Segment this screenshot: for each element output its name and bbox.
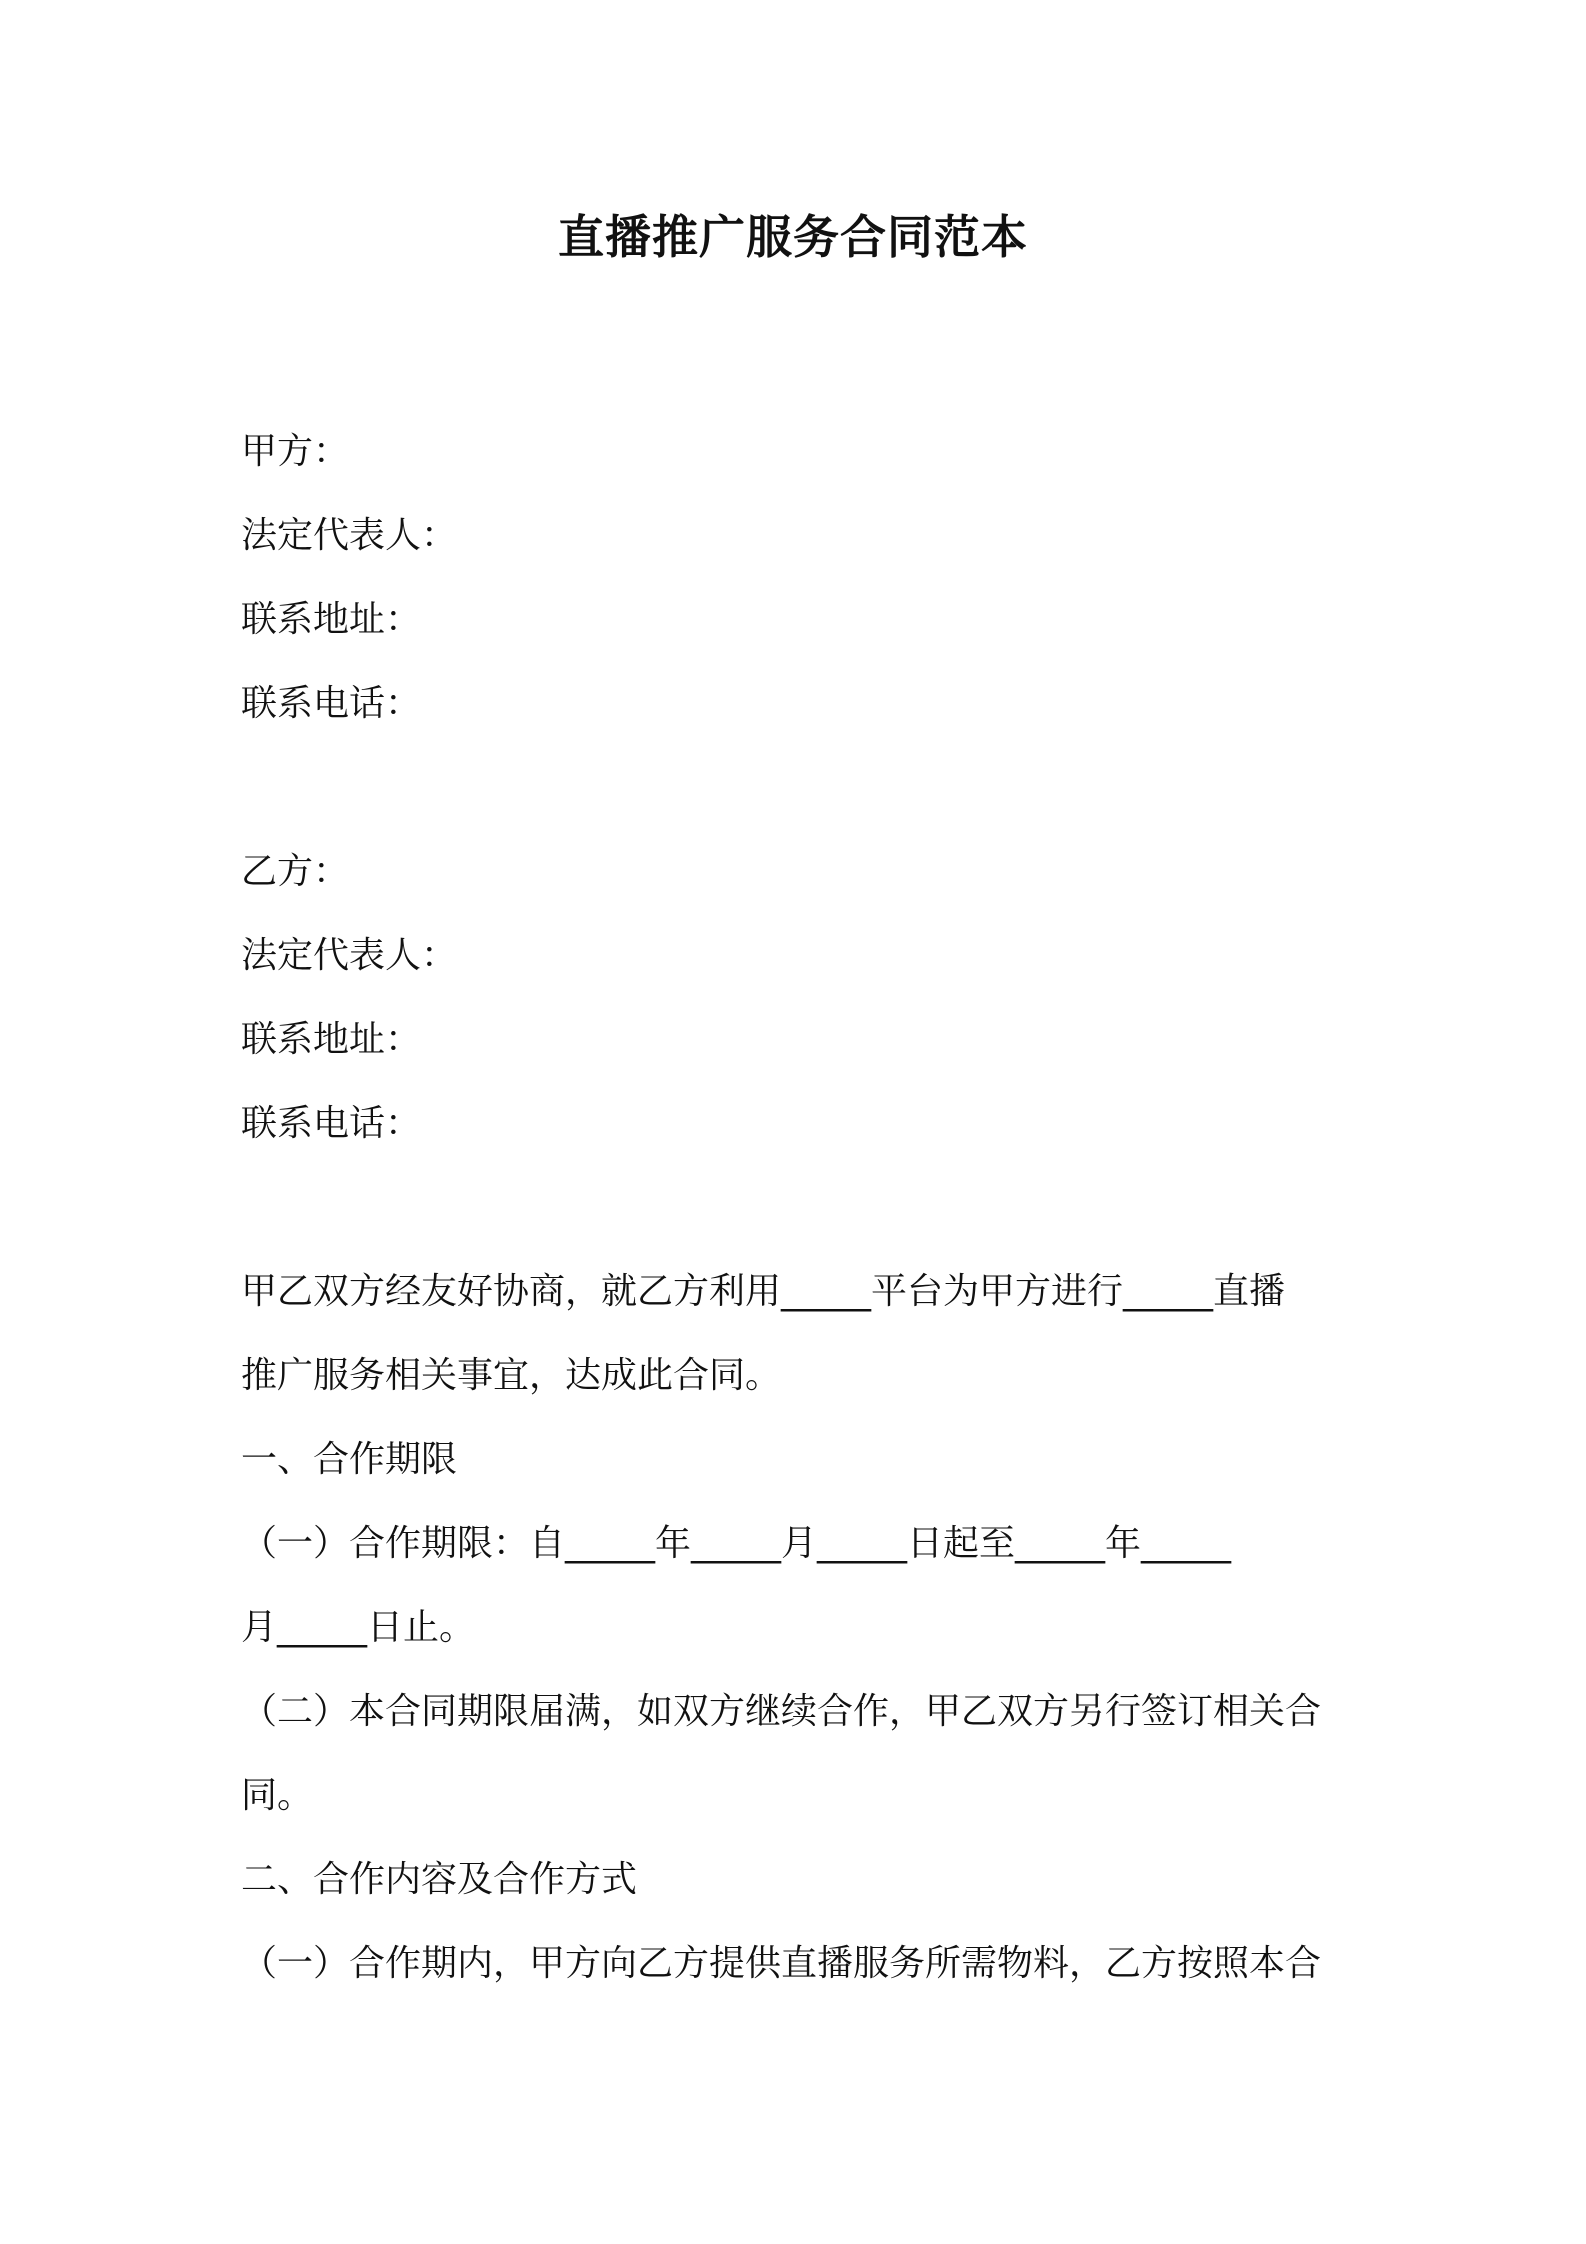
clause-line: （一）合作期内，甲方向乙方提供直播服务所需物料，乙方按照本合: [241, 1943, 1322, 1984]
party-a-address-label: 联系地址：: [241, 599, 422, 640]
preamble-line: 甲乙双方经友好协商，就乙方利用_____平台为甲方进行_____直播: [241, 1271, 1286, 1312]
section-heading: 二、合作内容及合作方式: [241, 1859, 638, 1900]
spacer: [241, 746, 1351, 830]
document-body: [241, 410, 1351, 2006]
preamble-line: 推广服务相关事宜，达成此合同。: [241, 1355, 782, 1396]
clause-line: 月_____日止。: [241, 1607, 476, 1648]
party-a-label: 甲方：: [241, 431, 350, 472]
party-a-rep-label: 法定代表人：: [241, 515, 458, 556]
clause-line: （二）本合同期限届满，如双方继续合作，甲乙双方另行签订相关合: [241, 1691, 1322, 1732]
party-a-phone-label: 联系电话：: [241, 683, 422, 724]
clause-line: （一）合作期限：自_____年_____月_____日起至_____年_____: [241, 1523, 1232, 1564]
party-b-address-label: 联系地址：: [241, 1019, 422, 1060]
party-b-phone-label: 联系电话：: [241, 1103, 422, 1144]
party-b-rep-label: 法定代表人：: [241, 935, 458, 976]
clause-line: 同。: [241, 1775, 314, 1816]
section-heading: 一、合作期限: [241, 1439, 458, 1480]
spacer: [241, 1166, 1351, 1250]
party-b-label: 乙方：: [241, 851, 350, 892]
document-title: 直播推广服务合同范本: [558, 210, 1028, 264]
